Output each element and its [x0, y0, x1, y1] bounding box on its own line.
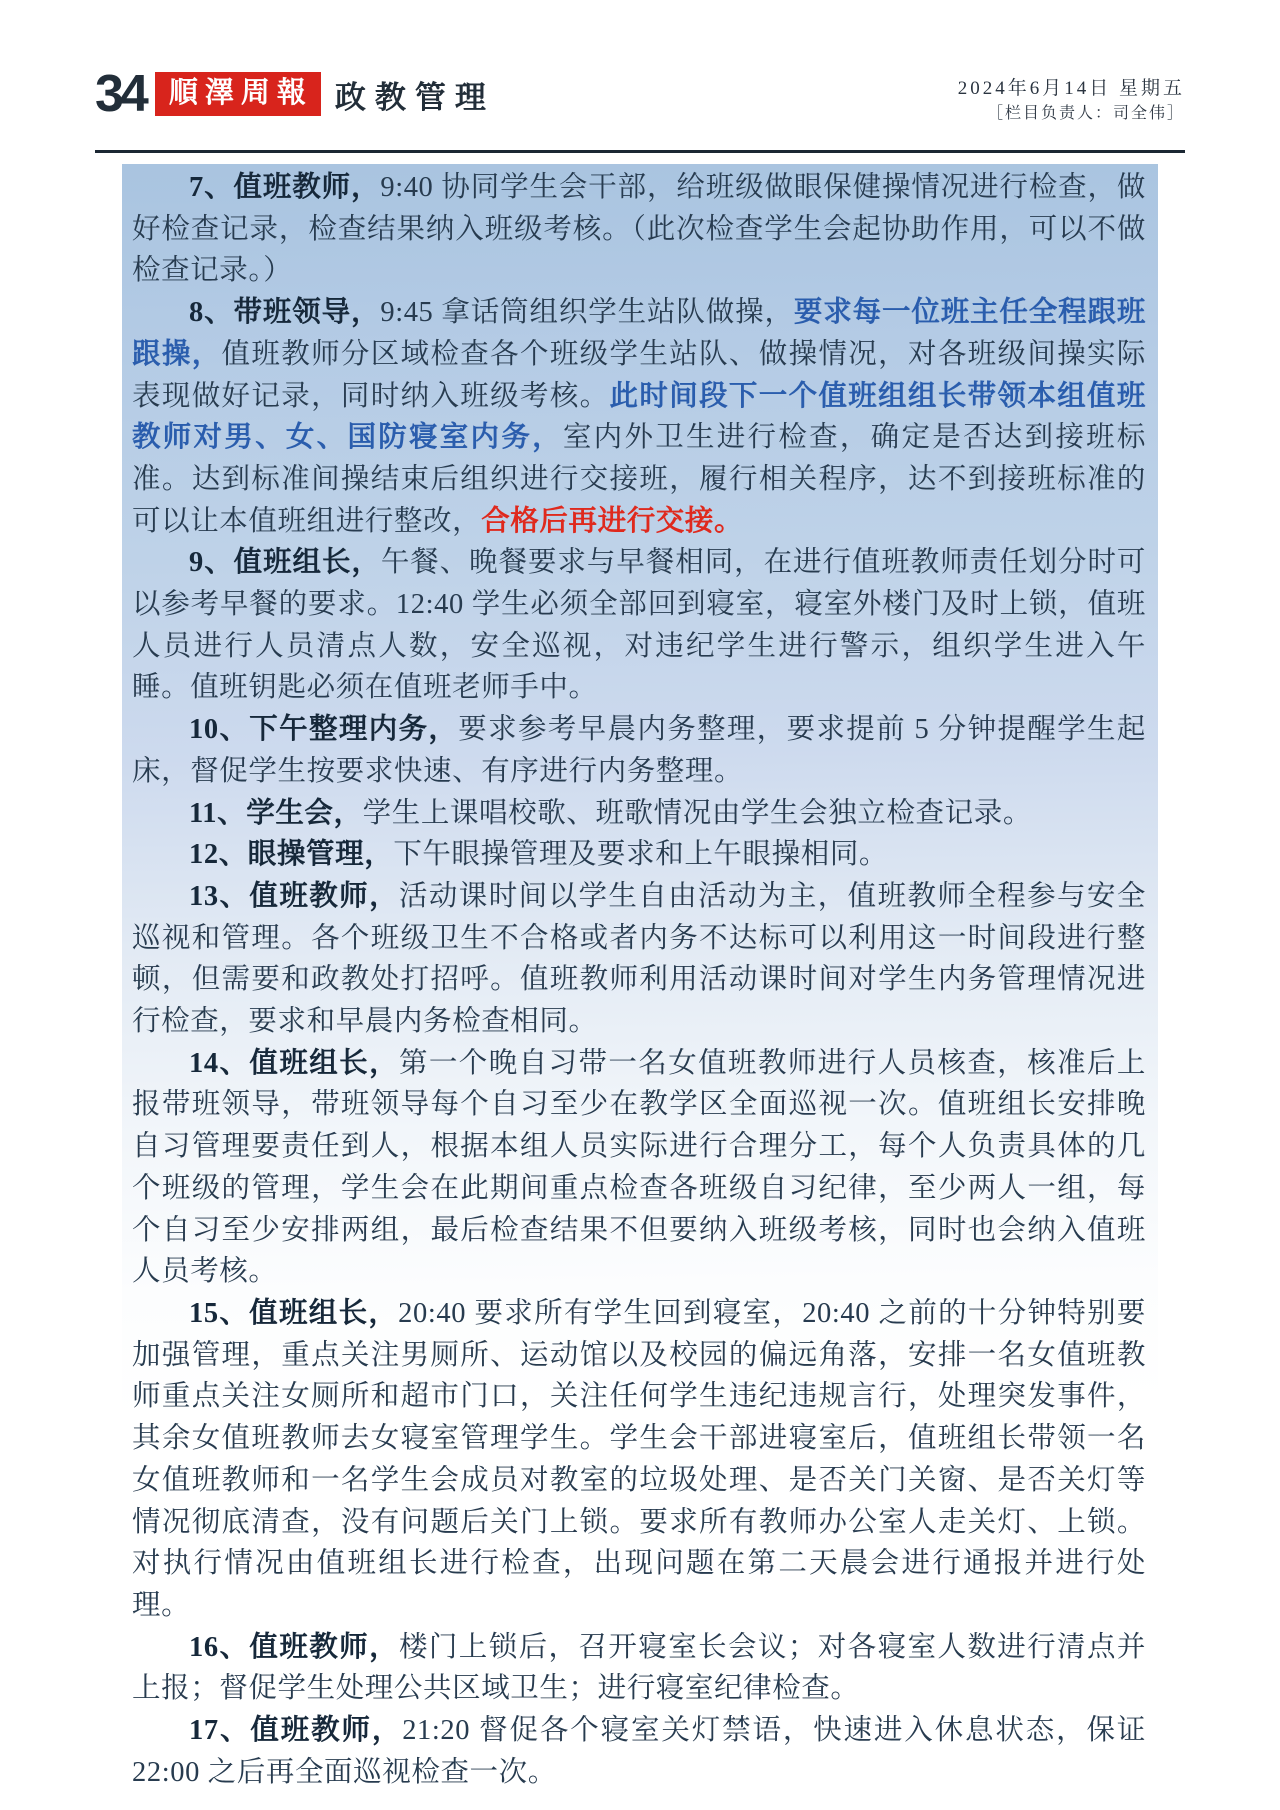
paragraph — [132, 292, 1146, 542]
item-label: 16、值班教师， — [189, 1631, 399, 1663]
paragraph — [132, 1293, 1146, 1627]
item-text: 午餐、晚餐要求与早餐相同，在进行值班教师责任划分时可以参考早餐的要求。12:40 学生必须全部回到寝室，寝室外楼门及时上锁，值班人员进行人员清点人数，安全巡视，对违纪学生进行警示，组织学生进入午睡。值班钥匙必须在值班老师手中。 — [132, 547, 1146, 704]
item-label: 9、值班组长， — [189, 547, 381, 579]
editor-line: ［栏目负责人：司全伟］ — [986, 105, 1185, 122]
item-label: 10、下午整理内务， — [189, 714, 459, 746]
item-text: 合格后再进行交接。 — [481, 505, 744, 537]
section-title: 政教管理 — [334, 79, 495, 115]
item-text: 楼门上锁后，召开寝室长会议；对各寝室人数进行清点并上报；督促学生处理公共区域卫生；进行寝室纪律检查。 — [132, 1631, 1146, 1705]
header-rule — [95, 150, 1185, 153]
item-label: 13、值班教师， — [189, 880, 399, 912]
item-text: 活动课时间以学生自由活动为主，值班教师全程参与安全巡视和管理。各个班级卫生不合格或者内务不达标可以利用这一时间段进行整顿，但需要和政教处打招呼。值班教师利用活动课时间对学生内务管理情况进行检查，要求和早晨内务检查相同。 — [132, 880, 1146, 1038]
date-line: 2024年6月14日 星期五 — [957, 78, 1185, 99]
paragraph — [132, 834, 1146, 876]
paragraph — [132, 1627, 1146, 1710]
header-left — [95, 65, 495, 123]
item-label: 17、值班教师， — [189, 1715, 403, 1747]
item-label: 7、值班教师， — [189, 172, 381, 203]
item-text: 值班教师分区域检查各个班级学生站队、做操情况，对各班级间操实际表现做好记录，同时纳入班级考核。 — [132, 338, 1146, 412]
item-text: 学生上课唱校歌、班歌情况由学生会独立检查记录。 — [362, 797, 1032, 829]
item-text: 要求参考早晨内务整理，要求提前 5 分钟提醒学生起床，督促学生按要求快速、有序进行内务整理。 — [132, 714, 1146, 787]
item-text: 第一个晚自习带一名女值班教师进行人员核查，核准后上报带班领导，带班领导每个自习至少在教学区全面巡视一次。值班组长安排晚自习管理要责任到人，根据本组人员实际进行合理分工，每个人负责具体的几个班级的管理，学生会在此期间重点检查各班级自习纪律，至少两人一组，每个自习至少安排两组，最后检查结果不但要纳入班级考核，同时也会纳入值班人员考核。 — [132, 1047, 1146, 1288]
page-number: 34 — [95, 65, 145, 123]
item-text: 此时间段下一个值班组组长带领本组值班教师对男、女、国防寝室内务， — [132, 380, 1146, 454]
item-label: 14、值班组长， — [189, 1047, 399, 1079]
item-label: 15、值班组长， — [189, 1297, 399, 1329]
item-text: 室内外卫生进行检查，确定是否达到接班标准。达到标准间操结束后组织进行交接班，履行相关程序，达不到接班标准的可以让本值班组进行整改， — [132, 422, 1146, 537]
item-text: 21:20 督促各个寝室关灯禁语，快速进入休息状态，保证 22:00 之后再全面巡视检查一次。 — [132, 1715, 1146, 1788]
page-header — [95, 65, 1185, 146]
article-panel — [122, 164, 1158, 1788]
masthead-logo: 順澤周報 — [155, 72, 321, 116]
item-label: 11、学生会， — [189, 797, 363, 829]
paragraph — [132, 1710, 1146, 1793]
item-text: 要求每一位班主任全程跟班跟操， — [132, 297, 1147, 370]
paragraph — [132, 876, 1146, 1043]
item-text: 9:45 拿话筒组织学生站队做操， — [380, 297, 794, 329]
item-text: 20:40 要求所有学生回到寝室，20:40 之前的十分钟特别要加强管理，重点关注男厕所、运动馆以及校园的偏远角落，安排一名女值班教师重点关注女厕所和超市门口，关注任何学生违纪违规言行，处理突发事件，其余女值班教师去女寝室管理学生。学生会干部进寝室后，值班组长带领一名女值班教师和一名学生会成员对教室的垃圾处理、是否关门关窗、是否关灯等情况彻底清查，没有问题后关门上锁。要求所有教师办公室人走关灯、上锁。对执行情况由值班组长进行检查，出现问题在第二天晨会进行通报并进行处理。 — [132, 1297, 1146, 1621]
paragraph-list — [132, 167, 1146, 1793]
item-text: 下午眼操管理及要求和上午眼操相同。 — [393, 839, 889, 871]
paragraph — [132, 1043, 1146, 1293]
paragraph — [132, 167, 1146, 292]
item-label: 12、眼操管理， — [189, 839, 394, 871]
paragraph — [132, 542, 1146, 709]
item-text: 9:40 协同学生会干部，给班级做眼保健操情况进行检查，做好检查记录，检查结果纳入班级考核。（此次检查学生会起协助作用，可以不做检查记录。） — [132, 172, 1146, 287]
paragraph — [132, 793, 1146, 835]
header-right — [958, 76, 1185, 126]
paragraph — [132, 709, 1146, 792]
item-label: 8、带班领导， — [189, 297, 381, 329]
